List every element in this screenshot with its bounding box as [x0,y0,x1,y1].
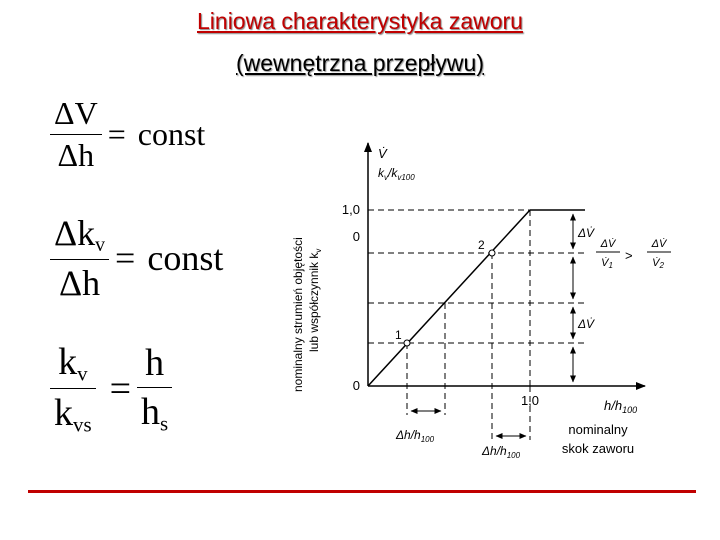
x-quantity-subscript: 100 [622,405,638,415]
formula-dkv-dh [50,212,229,304]
formula-dv-dh [50,95,211,174]
fraction-kv [50,340,96,438]
y-tick-origin: 0 [352,378,360,393]
y-quantity-label: V̇ [378,146,387,161]
delta-h-label-2 [481,444,521,460]
volume-ratio-comparison [596,237,671,270]
numerator-main: k [58,341,78,383]
y-ratio-den: k [391,166,398,180]
denominator: Δh [50,134,102,174]
dashed-guides [368,210,585,440]
slide-title: Liniowa charakterystyka zaworu [197,8,523,34]
y-ratio-k-sub: v [384,173,388,182]
x-quantity-text: h/h [604,398,623,413]
delta-h-label-2-text: Δh/h [482,444,507,458]
numerator [50,340,96,388]
numerator-subscript: v [95,233,106,256]
ratio-greater-than: > [625,248,633,263]
ratio-1-numerator: ΔV̇ [600,238,616,250]
ratio-1-denominator [601,256,613,270]
y-axis-title-subscript: v [314,248,323,253]
denominator [137,387,172,436]
fraction [50,212,109,304]
numerator [50,212,109,259]
y-quantity-ratio [378,166,415,182]
delta-v-label-2: ΔV̇ [578,317,595,331]
denominator-subscript: vs [73,412,92,437]
denominator-subscript: s [160,411,169,436]
point-2-marker [489,250,495,256]
numerator: ΔV [54,95,98,131]
ratio-1-den-text: V̇ [601,257,609,269]
delta-h-label-1 [395,428,435,444]
y-ratio-slash: / [388,166,392,180]
numerator-subscript: v [77,361,88,386]
bottom-divider [28,490,696,493]
delta-v-label-1: ΔV̇ [578,226,595,240]
y-axis-title-line-2 [307,249,323,352]
point-1-marker [404,340,410,346]
ratio-2-denominator [652,256,664,270]
slide-subtitle: (wewnętrzna przepływu) [236,50,484,76]
ratio-2-den-sub: 2 [659,261,664,270]
denominator: Δh [50,259,109,304]
fraction-h [137,341,172,436]
equals-sign: = [107,116,126,152]
delta-h-label-1-sub: 100 [420,435,435,444]
delta-h-label-2-sub: 100 [506,451,521,460]
equals-sign: = [115,237,136,278]
delta-h-arrows [411,411,526,436]
ratio-2-numerator: ΔV̇ [651,238,667,250]
x-axis-title-line-1: nominalny [568,422,628,437]
y-tick-top-zero: 0 [352,229,360,244]
fraction [50,95,102,174]
ratio-2-den-text: V̇ [652,257,660,269]
equals-sign: = [109,367,132,410]
x-quantity-label [604,398,637,415]
numerator-main: Δk [54,213,96,253]
const-text: const [137,116,206,152]
formula-kv-ratio [50,340,180,438]
y-axis-title-text: lub współczynnik k [307,252,321,352]
y-ratio-den-sub: v100 [397,173,415,182]
x-axis-title-line-2: skok zaworu [561,441,635,456]
x-tick-one: 1,0 [520,393,540,408]
linear-characteristic-line [368,210,530,386]
numerator: h [145,342,165,385]
y-axis-title-line-1: nominalny strumień objętości [291,237,305,392]
point-2-label: 2 [478,238,485,252]
point-1-label: 1 [395,328,402,342]
denominator [50,388,96,437]
characteristic-diagram [280,130,680,470]
denominator-main: h [141,391,161,434]
delta-h-label-1-text: Δh/h [396,428,421,442]
const-text: const [147,237,224,278]
y-ratio-k: k [378,166,384,180]
denominator-main: k [54,392,73,435]
y-tick-top: 1,0 [341,202,360,217]
ratio-1-den-sub: 1 [608,261,613,270]
